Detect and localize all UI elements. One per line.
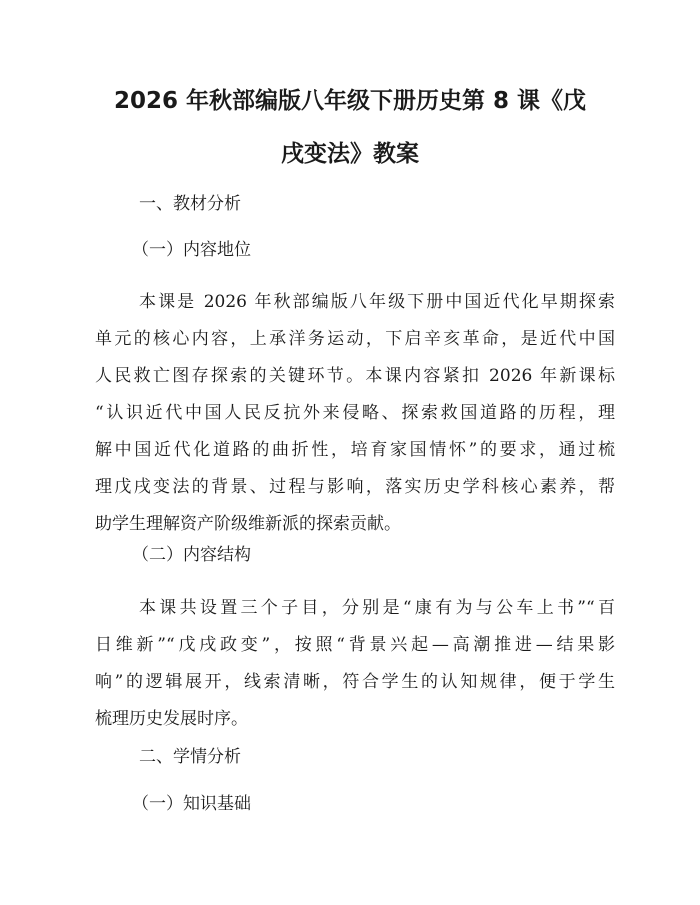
title-line: 戌变法》教案	[281, 141, 419, 167]
section-heading-student-analysis: 二、学情分析	[139, 747, 241, 767]
subheading-content-structure: （二）内容结构	[132, 545, 251, 565]
paragraph-line: 人民救亡图存探索的关键环节。本课内容紧扣 2026 年新课标	[95, 366, 615, 386]
paragraph-line: 响”的逻辑展开，线索清晰，符合学生的认知规律，便于学生	[95, 672, 615, 692]
paragraph-content-position	[95, 284, 615, 543]
document-title	[90, 75, 610, 181]
paragraph-line: 解中国近代化道路的曲折性，培育家国情怀”的要求，通过梳	[95, 440, 615, 460]
paragraph-line: 本课共设置三个子目，分别是“康有为与公车上书”“百	[139, 598, 615, 618]
paragraph-content-structure	[95, 590, 615, 738]
subheading-knowledge-base: （一）知识基础	[132, 794, 251, 814]
paragraph-line: “认识近代中国人民反抗外来侵略、探索救国道路的历程，理	[95, 403, 615, 423]
paragraph-line: 助学生理解资产阶级维新派的探索贡献。	[95, 514, 401, 534]
subheading-content-position: （一）内容地位	[132, 240, 251, 260]
paragraph-line: 单元的核心内容，上承洋务运动，下启辛亥革命，是近代中国	[95, 329, 615, 349]
paragraph-line: 理戊戌变法的背景、过程与影响，落实历史学科核心素养，帮	[95, 477, 615, 497]
paragraph-line: 本课是 2026 年秋部编版八年级下册中国近代化早期探索	[139, 292, 615, 312]
title-line: 2026 年秋部编版八年级下册历史第 8 课《戊	[113, 88, 587, 114]
paragraph-line: 日维新”“戊戌政变”，按照“背景兴起—高潮推进—结果影	[95, 635, 615, 655]
section-heading-textbook-analysis: 一、教材分析	[139, 194, 241, 214]
paragraph-line: 梳理历史发展时序。	[95, 709, 248, 729]
